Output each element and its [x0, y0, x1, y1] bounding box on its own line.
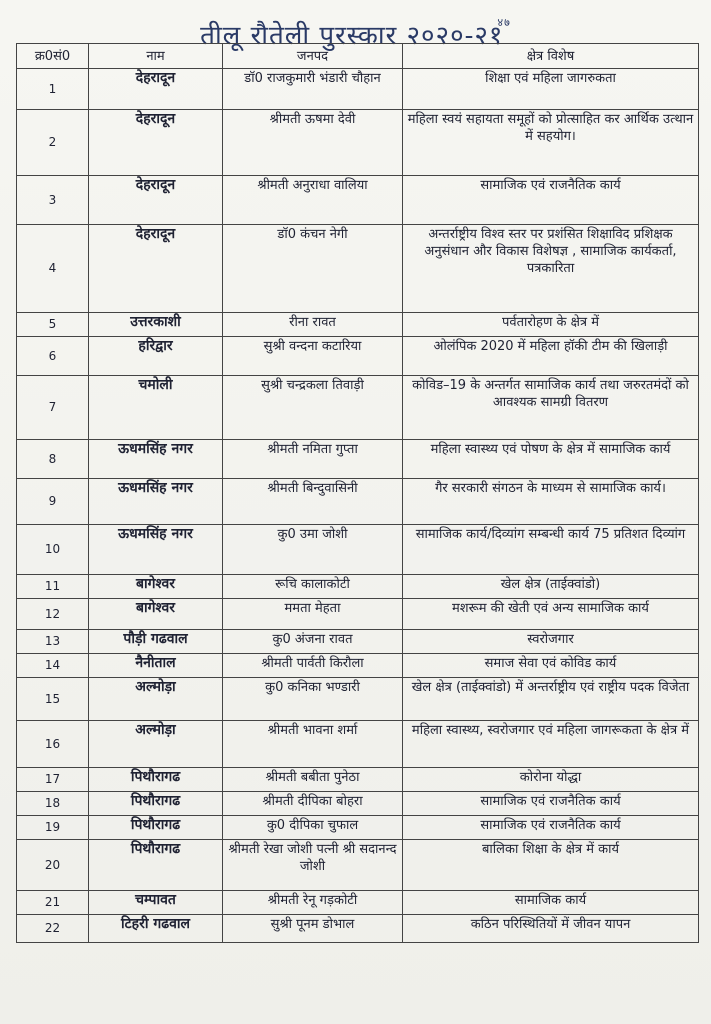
row-district: हरिद्वार — [89, 337, 223, 376]
row-area: सामाजिक एवं राजनैतिक कार्य — [403, 176, 699, 225]
table-row — [17, 69, 699, 110]
row-serial: 7 — [17, 376, 89, 440]
row-name: कु0 कनिका भण्डारी — [223, 678, 403, 721]
row-area: खेल क्षेत्र (ताईक्वांडो) — [403, 575, 699, 599]
row-area: पर्वतारोहण के क्षेत्र में — [403, 313, 699, 337]
row-name: श्रीमती नमिता गुप्ता — [223, 440, 403, 479]
row-area: महिला स्वास्थ्य एवं पोषण के क्षेत्र में सामाजिक कार्य — [403, 440, 699, 479]
row-area: मशरूम की खेती एवं अन्य सामाजिक कार्य — [403, 599, 699, 630]
row-district: पौड़ी गढवाल — [89, 630, 223, 654]
title-note: ४७ — [497, 16, 511, 29]
row-district: पिथौरागढ — [89, 768, 223, 792]
table-row — [17, 176, 699, 225]
table-row — [17, 891, 699, 915]
table-row — [17, 678, 699, 721]
row-name: श्रीमती अनुराधा वालिया — [223, 176, 403, 225]
row-name: डॉ0 राजकुमारी भंडारी चौहान — [223, 69, 403, 110]
row-district: देहरादून — [89, 176, 223, 225]
table-header-row — [17, 44, 699, 69]
row-district: उत्तरकाशी — [89, 313, 223, 337]
row-area: महिला स्वयं सहायता समूहों को प्रोत्साहित कर आर्थिक उत्थान में सहयोग। — [403, 110, 699, 176]
row-district: पिथौरागढ — [89, 816, 223, 840]
row-name: श्रीमती पार्वती किरौला — [223, 654, 403, 678]
row-area: समाज सेवा एवं कोविड कार्य — [403, 654, 699, 678]
row-serial: 15 — [17, 678, 89, 721]
header-name: नाम — [89, 44, 223, 69]
table-row — [17, 376, 699, 440]
table-row — [17, 110, 699, 176]
row-serial: 21 — [17, 891, 89, 915]
table-row — [17, 915, 699, 943]
row-district: नैनीताल — [89, 654, 223, 678]
row-serial: 5 — [17, 313, 89, 337]
row-serial: 11 — [17, 575, 89, 599]
row-name: श्रीमती ऊषमा देवी — [223, 110, 403, 176]
row-area: गैर सरकारी संगठन के माध्यम से सामाजिक कार्य। — [403, 479, 699, 525]
row-area: स्वरोजगार — [403, 630, 699, 654]
row-serial: 16 — [17, 721, 89, 768]
row-area: सामाजिक एवं राजनैतिक कार्य — [403, 792, 699, 816]
row-district: ऊधमसिंह नगर — [89, 525, 223, 575]
row-district: ऊधमसिंह नगर — [89, 479, 223, 525]
table-row — [17, 721, 699, 768]
row-serial: 19 — [17, 816, 89, 840]
row-district: बागेश्वर — [89, 599, 223, 630]
row-name: ममता मेहता — [223, 599, 403, 630]
row-serial: 20 — [17, 840, 89, 891]
row-area: शिक्षा एवं महिला जागरुकता — [403, 69, 699, 110]
row-serial: 3 — [17, 176, 89, 225]
row-name: कु0 उमा जोशी — [223, 525, 403, 575]
row-area: कोरोना योद्धा — [403, 768, 699, 792]
header-area: क्षेत्र विशेष — [403, 44, 699, 69]
row-district: अल्मोड़ा — [89, 678, 223, 721]
table-body — [17, 69, 699, 943]
row-area: सामाजिक कार्य — [403, 891, 699, 915]
header-serial: क्र0सं0 — [17, 44, 89, 69]
row-district: बागेश्वर — [89, 575, 223, 599]
row-name: रूचि कालाकोटी — [223, 575, 403, 599]
row-serial: 9 — [17, 479, 89, 525]
table-row — [17, 440, 699, 479]
row-serial: 8 — [17, 440, 89, 479]
row-area: अन्तर्राष्ट्रीय विश्व स्तर पर प्रशंसित शिक्षाविद प्रशिक्षक अनुसंधान और विकास विशेषज्ञ , सामाजिक कार्यकर्ता, पत्रकारिता — [403, 225, 699, 313]
row-serial: 2 — [17, 110, 89, 176]
row-area: महिला स्वास्थ्य, स्वरोजगार एवं महिला जागरूकता के क्षेत्र में — [403, 721, 699, 768]
row-district: देहरादून — [89, 69, 223, 110]
table-row — [17, 479, 699, 525]
table-row — [17, 792, 699, 816]
row-name: श्रीमती रेनू गड़कोटी — [223, 891, 403, 915]
row-area: खेल क्षेत्र (ताईक्वांडो) में अन्तर्राष्ट्रीय एवं राष्ट्रीय पदक विजेता — [403, 678, 699, 721]
row-district: पिथौरागढ — [89, 792, 223, 816]
row-name: कु0 दीपिका चुफाल — [223, 816, 403, 840]
row-name: श्रीमती रेखा जोशी पत्नी श्री सदानन्द जोशी — [223, 840, 403, 891]
row-serial: 17 — [17, 768, 89, 792]
row-name: श्रीमती दीपिका बोहरा — [223, 792, 403, 816]
row-serial: 1 — [17, 69, 89, 110]
row-name: रीना रावत — [223, 313, 403, 337]
table-row — [17, 768, 699, 792]
row-district: चम्पावत — [89, 891, 223, 915]
row-name: सुश्री पूनम डोभाल — [223, 915, 403, 943]
row-district: देहरादून — [89, 225, 223, 313]
row-district: चमोली — [89, 376, 223, 440]
table-row — [17, 225, 699, 313]
table-row — [17, 840, 699, 891]
row-serial: 10 — [17, 525, 89, 575]
table-row — [17, 630, 699, 654]
row-area: सामाजिक कार्य/दिव्यांग सम्बन्धी कार्य 75 प्रतिशत दिव्यांग — [403, 525, 699, 575]
row-name: सुश्री चन्द्रकला तिवाड़ी — [223, 376, 403, 440]
row-area: कोविड–19 के अन्तर्गत सामाजिक कार्य तथा जरुरतमंदों को आवश्यक सामग्री वितरण — [403, 376, 699, 440]
row-serial: 13 — [17, 630, 89, 654]
row-district: टिहरी गढवाल — [89, 915, 223, 943]
table-row — [17, 599, 699, 630]
row-name: डॉ0 कंचन नेगी — [223, 225, 403, 313]
table-row — [17, 575, 699, 599]
table-row — [17, 525, 699, 575]
row-area: सामाजिक एवं राजनैतिक कार्य — [403, 816, 699, 840]
table-row — [17, 337, 699, 376]
row-area: बालिका शिक्षा के क्षेत्र में कार्य — [403, 840, 699, 891]
row-serial: 22 — [17, 915, 89, 943]
table-row — [17, 313, 699, 337]
row-name: श्रीमती बिन्दुवासिनी — [223, 479, 403, 525]
row-serial: 4 — [17, 225, 89, 313]
row-district: अल्मोड़ा — [89, 721, 223, 768]
row-district: ऊधमसिंह नगर — [89, 440, 223, 479]
title-text: तीलू रौतेली पुरस्कार २०२०-२१ — [200, 21, 504, 51]
header-district: जनपद — [223, 44, 403, 69]
row-name: श्रीमती भावना शर्मा — [223, 721, 403, 768]
row-name: सुश्री वन्दना कटारिया — [223, 337, 403, 376]
row-serial: 18 — [17, 792, 89, 816]
page-title — [0, 4, 711, 51]
row-serial: 14 — [17, 654, 89, 678]
table-row — [17, 654, 699, 678]
awards-table — [16, 43, 699, 943]
row-district: पिथौरागढ — [89, 840, 223, 891]
row-serial: 6 — [17, 337, 89, 376]
row-serial: 12 — [17, 599, 89, 630]
row-name: कु0 अंजना रावत — [223, 630, 403, 654]
row-district: देहरादून — [89, 110, 223, 176]
row-name: श्रीमती बबीता पुनेठा — [223, 768, 403, 792]
table-row — [17, 816, 699, 840]
row-area: ओलंपिक 2020 में महिला हॉकी टीम की खिलाड़ी — [403, 337, 699, 376]
row-area: कठिन परिस्थितियों में जीवन यापन — [403, 915, 699, 943]
